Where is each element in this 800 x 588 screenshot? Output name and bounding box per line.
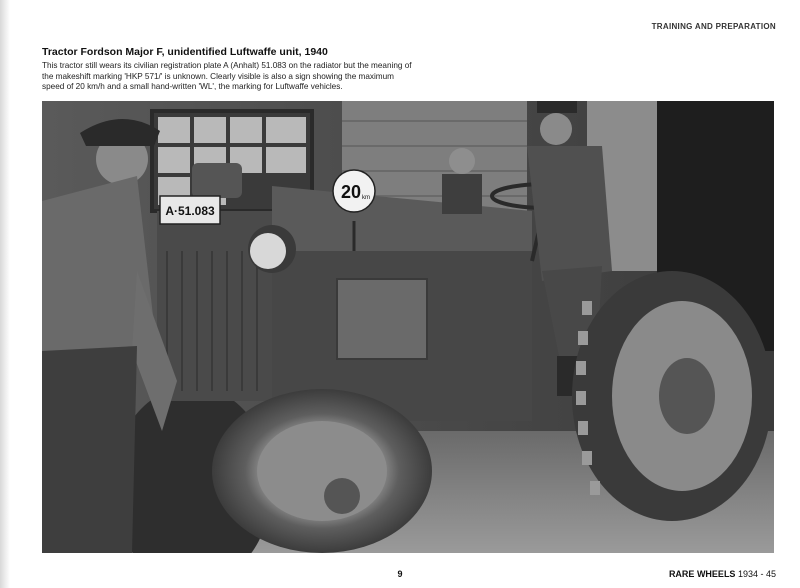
rear-right-wheel-hub: [659, 358, 715, 434]
tool-box: [337, 279, 427, 359]
speed-limit-unit: km: [362, 195, 370, 201]
page-gutter-shadow: [0, 0, 10, 588]
book-years: 1934 - 45: [737, 569, 776, 579]
page-number: 9: [397, 569, 403, 579]
caption-body: This tractor still wears its civilian registration plate A (Anhalt) 51.083 on the radiator but the meaning of the makeshift marking 'HKP 571/' is unknown. Clearly visible is also a sign showing the maximum speed of 20 km/h and a small hand-written 'WL', the marking for Luftwaffe vehicles.: [42, 61, 412, 91]
mechanic-trousers: [42, 346, 137, 553]
tractor-photo: [42, 101, 774, 553]
background-man-head: [449, 148, 475, 174]
driver-head: [540, 113, 572, 145]
tractor-photo-illustration: [42, 101, 774, 553]
front-wheel-rim: [257, 421, 387, 521]
speed-limit-value: 20: [340, 182, 362, 202]
registration-plate-text: A·51.083: [165, 204, 215, 218]
section-header: TRAINING AND PREPARATION: [651, 22, 776, 31]
headlamp-lens: [250, 233, 286, 269]
book-footer: [669, 569, 776, 579]
driver-cap: [537, 101, 577, 113]
driver-torso: [527, 146, 612, 281]
photo-caption: [42, 46, 412, 93]
background-man-body: [442, 174, 482, 214]
front-wheel-hub: [324, 478, 360, 514]
caption-title: Tractor Fordson Major F, unidentified Luftwaffe unit, 1940: [42, 46, 328, 58]
fuel-tank-cap: [192, 163, 242, 198]
book-title: RARE WHEELS: [668, 569, 736, 579]
